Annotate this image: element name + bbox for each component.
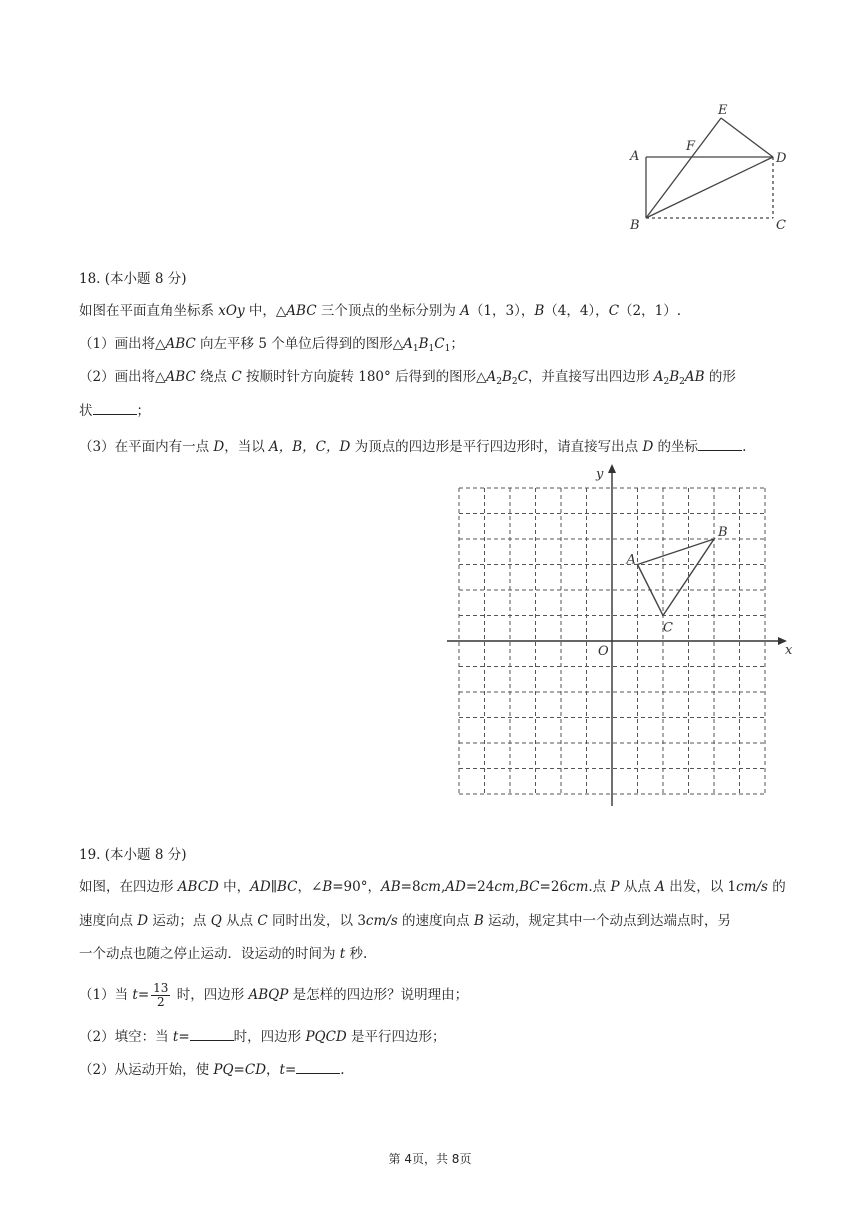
q19-line3: 一个动点也随之停止运动．设运动的时间为 t 秒. (79, 946, 368, 962)
q19-sub3: （2）从运动开始，使 PQ=CD，t= . (79, 1062, 345, 1078)
q18-header: 18. (本小题 8 分) (79, 271, 187, 287)
fraction-13-over-2: $\frac{13}{2}$ (153, 981, 169, 1009)
segment-bd (646, 157, 773, 218)
segment-ed (721, 118, 773, 157)
triangle-abc (638, 539, 715, 616)
q19-line1: 如图，在四边形 ABCD 中，AD∥BC，∠B=90°，AB=8cm,AD=24cm,BC=26cm.点 P 从点 A 出发，以 1cm/s 的 (79, 879, 786, 895)
label-E: E (718, 103, 728, 118)
y-axis-label: y (596, 467, 604, 482)
q19-line2: 速度向点 D 运动；点 Q 从点 C 同时出发，以 3cm/s 的速度向点 B 运动，规定其中一个动点到达端点时，另 (79, 913, 732, 929)
answer-blank[interactable] (698, 438, 742, 451)
top-figure (620, 95, 800, 240)
q19-sub2: （2）填空：当 t= 时，四边形 PQCD 是平行四边形； (79, 1029, 446, 1045)
label-A: A (630, 149, 640, 164)
page-footer: 第 4页，共 8页 (388, 1152, 472, 1166)
label-B: B (630, 218, 640, 233)
segment-be (646, 118, 721, 218)
origin-label: O (598, 644, 609, 659)
x-axis-label: x (785, 643, 793, 658)
q18-part2: （2）画出将△ABC 绕点 C 按顺时针方向旋转 180° 后得到的图形$\triangle A_2B_2C$，并直接写出四边形 $A_2B_2AB$ 的形 (79, 369, 736, 387)
q18-part1: （1）画出将△ABC 向左平移 5 个单位后得到的图形$\triangle A_1B_1C_1$； (79, 336, 464, 354)
q18-part3: （3）在平面内有一点 D，当以 A，B，C，D 为顶点的四边形是平行四边形时，请直接写出点 D 的坐标 . (79, 439, 747, 455)
label-F: F (686, 139, 696, 154)
q19-sub1: （1）当 t= $\frac{13}{2}$ 时，四边形 ABQP 是怎样的四边形？说明理由； (79, 981, 469, 1009)
answer-blank[interactable] (190, 1028, 234, 1041)
answer-blank[interactable] (296, 1061, 340, 1074)
y-axis-arrow (608, 464, 616, 473)
label-D: D (776, 151, 787, 166)
point-label-C: C (663, 620, 673, 636)
q18-intro: 如图在平面直角坐标系 xOy 中，△ABC 三个顶点的坐标分别为 A（1，3），B（4，4），C（2，1）. (79, 303, 682, 319)
q19-header: 19. (本小题 8 分) (79, 847, 187, 863)
answer-blank[interactable] (93, 402, 137, 415)
point-label-A: A (626, 552, 636, 568)
coordinate-grid (440, 455, 795, 835)
point-label-B: B (718, 525, 728, 540)
q18-part2-cont: 状 ； (79, 403, 150, 419)
label-C: C (776, 218, 786, 233)
